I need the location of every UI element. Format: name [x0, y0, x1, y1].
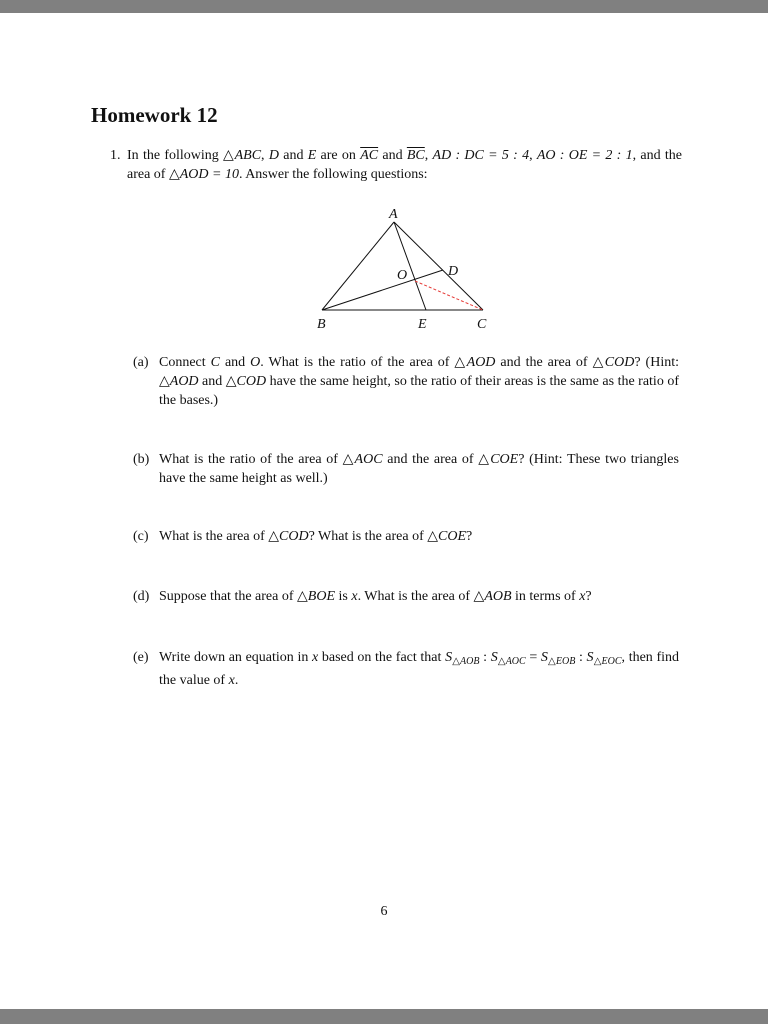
- math-term: x: [351, 589, 358, 604]
- page-number: 6: [380, 904, 388, 919]
- part-text: What is the area of: [159, 529, 269, 544]
- math-term: △COE: [427, 529, 467, 544]
- problem-text: ,: [529, 148, 537, 163]
- point-e: E: [307, 148, 317, 163]
- problem-text: ,: [261, 148, 269, 163]
- part-text: ? (Hint: These two triangles have the same height as well.): [159, 452, 679, 486]
- triangle-symbol: △: [223, 148, 235, 163]
- problem-1: [110, 146, 682, 184]
- part-text: :: [479, 650, 491, 665]
- math-term: △COD: [225, 374, 267, 389]
- subscript: △AOC: [497, 656, 526, 667]
- part-body: [159, 527, 679, 546]
- label-o: O: [397, 268, 408, 283]
- problem-text: and: [278, 148, 308, 163]
- part-text: ?: [585, 589, 592, 604]
- part-text: Connect: [159, 355, 211, 370]
- part-text: What is the ratio of the area of: [159, 452, 343, 467]
- subscript: △EOB: [547, 656, 576, 667]
- math-term: S: [540, 650, 548, 665]
- label-a: A: [389, 207, 398, 222]
- bottom-bar: [0, 1009, 768, 1024]
- math-term: S: [490, 650, 498, 665]
- part-b: [133, 450, 679, 488]
- segment-bc: $\overline{BC}$: [406, 148, 425, 163]
- part-text: and the area of: [382, 452, 479, 467]
- ratio-ad-dc: AD : DC = 5 : 4: [432, 148, 530, 163]
- segment-ac: $\overline{AC}$: [360, 148, 379, 163]
- math-term: △AOD: [159, 374, 199, 389]
- part-text: ?: [466, 529, 473, 544]
- part-a: [133, 353, 679, 410]
- math-term: △COE: [478, 452, 519, 467]
- part-label: (a): [133, 355, 149, 370]
- part-body: [159, 353, 679, 410]
- math-term: x: [579, 589, 586, 604]
- part-text: and the area of: [495, 355, 593, 370]
- part-text: in terms of: [511, 589, 580, 604]
- problem-statement: [127, 146, 682, 184]
- part-label: (c): [133, 529, 149, 544]
- part-body: [159, 648, 679, 690]
- dashed-segment-oc: [415, 281, 483, 310]
- problem-number: 1.: [110, 148, 121, 163]
- part-text: . What is the area of: [357, 589, 474, 604]
- part-body: [159, 450, 679, 488]
- segment-ab: [322, 222, 394, 310]
- part-text: have the same height, so the ratio of their areas is the same as the ratio of the bases.): [159, 374, 679, 408]
- part-text: .: [234, 673, 239, 688]
- math-term: △AOC: [342, 452, 383, 467]
- math-term: S: [586, 650, 594, 665]
- subscript: △EOC: [593, 656, 622, 667]
- math-term: C: [210, 355, 220, 370]
- math-term: △COD: [592, 355, 635, 370]
- part-text: Write down an equation in: [159, 650, 312, 665]
- subscript: △AOB: [452, 656, 480, 667]
- math-term: S: [445, 650, 453, 665]
- segment-ae: [394, 222, 426, 310]
- part-text: based on the fact that: [318, 650, 446, 665]
- part-text: :: [575, 650, 587, 665]
- label-e: E: [418, 317, 427, 332]
- area-aod: △AOD = 10: [168, 167, 239, 182]
- math-term: △AOD: [454, 355, 496, 370]
- part-e: [133, 648, 679, 690]
- math-term: △BOE: [297, 589, 335, 604]
- problem-text: , and the area of: [127, 148, 682, 182]
- segment-bd: [322, 270, 443, 310]
- part-text: =: [525, 650, 541, 665]
- part-label: (b): [133, 452, 150, 467]
- label-b: B: [317, 317, 326, 332]
- part-text: . What is the ratio of the area of: [260, 355, 455, 370]
- problem-text: In the following: [127, 148, 224, 163]
- label-c: C: [477, 317, 487, 332]
- segment-ac-line: [394, 222, 483, 310]
- part-text: and: [198, 374, 226, 389]
- top-bar: [0, 0, 768, 13]
- problem-text: . Answer the following questions:: [238, 167, 428, 182]
- part-text: , then find the value of: [159, 650, 680, 688]
- part-text: is: [335, 589, 352, 604]
- point-d: D: [268, 148, 279, 163]
- part-c: [133, 527, 679, 546]
- ratio-ao-oe: AO : OE = 2 : 1: [536, 148, 633, 163]
- page-title: Homework 12: [91, 103, 218, 127]
- part-body: [159, 587, 679, 606]
- part-text: ? (Hint:: [634, 355, 679, 370]
- math-term: △COD: [268, 529, 309, 544]
- part-text: and: [219, 355, 251, 370]
- label-d: D: [448, 264, 459, 279]
- part-label: (e): [133, 650, 149, 665]
- problem-text: are on: [316, 148, 361, 163]
- part-label: (d): [133, 589, 150, 604]
- math-term: O: [250, 355, 261, 370]
- part-text: Suppose that the area of: [159, 589, 298, 604]
- problem-text: and: [378, 148, 407, 163]
- part-d: [133, 587, 679, 606]
- problem-text: ,: [424, 148, 433, 163]
- triangle-figure: [300, 200, 500, 340]
- triangle-abc: ABC: [234, 148, 262, 163]
- part-text: ? What is the area of: [308, 529, 428, 544]
- math-term: △AOB: [473, 589, 512, 604]
- math-term: x: [228, 673, 235, 688]
- math-term: x: [311, 650, 319, 665]
